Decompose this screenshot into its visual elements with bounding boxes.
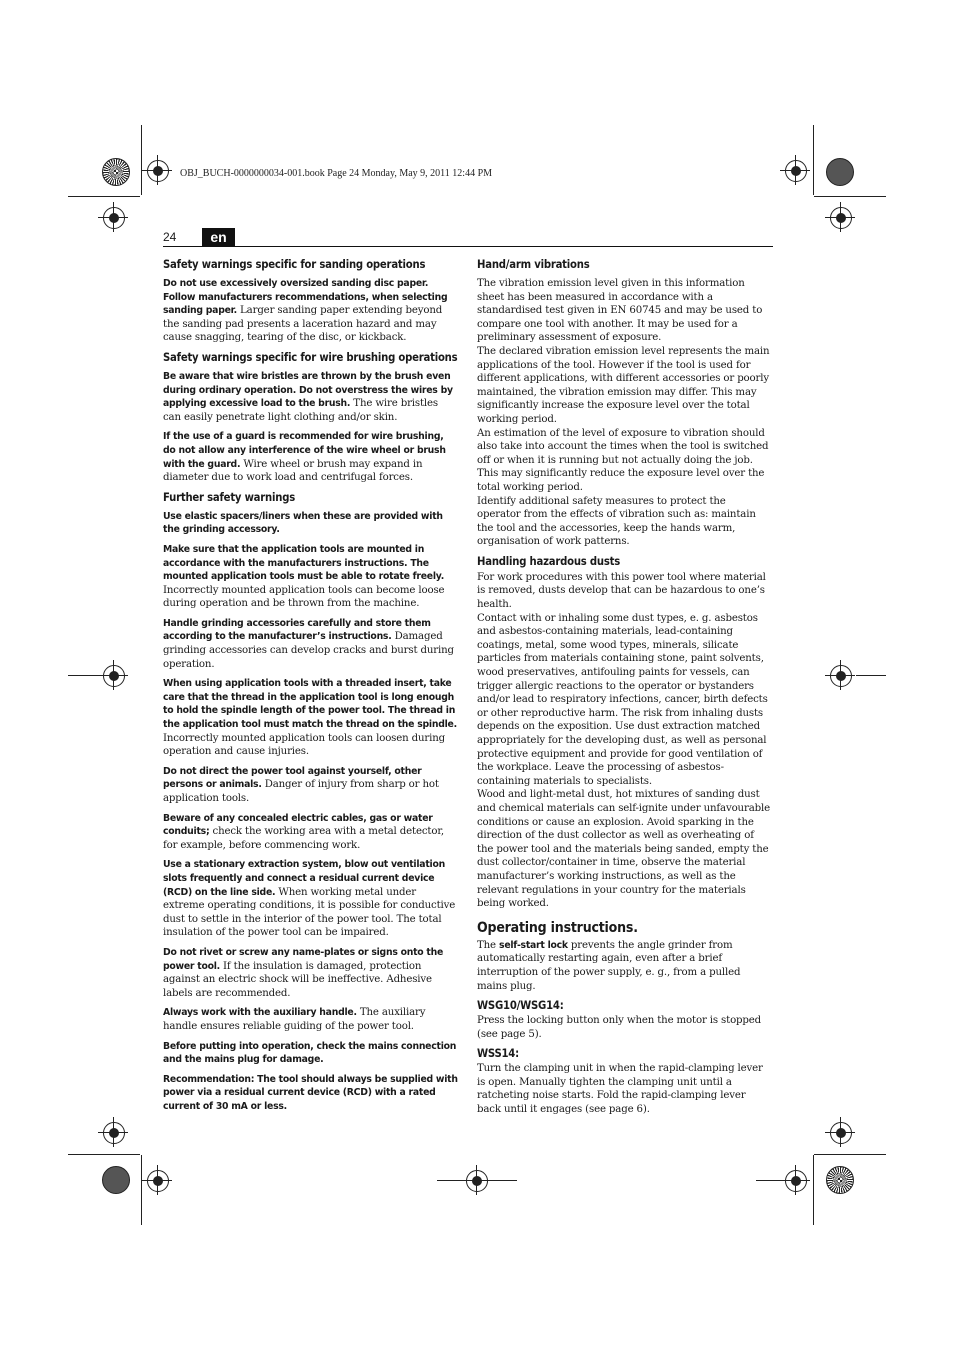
registration-target-icon (830, 207, 852, 229)
paragraph: Turn the clamping unit in when the rapid-clamping lever is open. Manually tighten the clamping unit until a ratcheting noise starts. Fold the rapid-clamping lever back until it engages (see page 6). (477, 1063, 763, 1116)
paragraph: Before putting into operation, check the mains connection and the mains plug for damage. (163, 1040, 457, 1066)
paragraph: Wood and light-metal dust, hot mixtures of sanding dust and chemical materials can self-ignite under unfavourable conditions or cause an explosion. Avoid sparking in the direction of the dust collector as well as overheating of the power tool and the materials being sanded, empty the dust collector/container in time, observe the material manufacturer’s working instructions, as well as the relevant regulations in your country for the materials being worked. (477, 789, 770, 910)
paragraph: The self-start lock prevents the angle grinder from automatically restarting again, even after a brief interruption of the power supply, e. g., from a pulled mains plug. (477, 939, 741, 992)
paragraph: Do not direct the power tool against yourself, other persons or animals. Danger of injury from sharp or hot application tools. (163, 765, 439, 804)
paragraph: The vibration emission level given in this information sheet has been measured in accordance with a standardised test given in EN 60745 and may be used to compare one tool with another. It may be used for a preliminary assessment of exposure. (477, 278, 763, 344)
registration-target-icon (103, 207, 125, 229)
heading-sanding: Safety warnings specific for sanding operations (163, 258, 426, 271)
paragraph: Always work with the auxiliary handle. The auxiliary handle ensures reliable guiding of the power tool. (163, 1007, 426, 1032)
registration-target-icon (103, 665, 125, 687)
heading-wsg10-wsg14: WSG10/WSG14: (477, 999, 564, 1013)
paragraph: Beware of any concealed electric cables, gas or water conduits; check the working area with a metal detector, for example, before commencing work. (163, 812, 445, 851)
heading-vibrations: Hand/arm vibrations (477, 258, 590, 271)
heading-further-warnings: Further safety warnings (163, 490, 296, 504)
paragraph: The declared vibration emission level represents the main applications of the tool. However if the tool is used for different applications, with different accessories or poorly maintained, the vibration emission may differ. This may significantly increase the exposure level over the total working period. (477, 345, 770, 425)
registration-target-icon (466, 1170, 488, 1192)
paragraph: Do not rivet or screw any name-plates or signs onto the power tool. If the insulation is damaged, protection against an electric shock will be ineffective. Adhesive labels are recommended. (163, 946, 444, 999)
paragraph: Make sure that the application tools are mounted in accordance with the manufacturers instructions. The mounted application tools must be able to rotate freely. Incorrectly mounted application tools can become loose during operation and be thrown from the machine. (163, 543, 445, 610)
paragraph: Use a stationary extraction system, blow out ventilation slots frequently and connect a residual current device (RCD) on the line side. When working metal under extreme operating conditions, it is possible for conductive dust to settle in the interior of the power tool. The total insulation of the power tool can be impaired. (163, 859, 456, 939)
paragraph: Be aware that wire bristles are thrown by the brush even during ordinary operation. Do not overstress the wires by applying excessive load to the brush. The wire bristles can easily penetrate light clothing and/or skin. (163, 370, 453, 423)
registration-star-icon (102, 158, 130, 186)
paragraph: Identify additional safety measures to protect the operator from the effects of vibration such as: maintain the tool and the accessories, keep the hands warm, organisation of work patterns. (477, 495, 756, 548)
registration-target-icon (785, 1170, 807, 1192)
paragraph: Handle grinding accessories carefully and store them according to the manufacturer’s instructions. Damaged grinding accessories can develop cracks and burst during operation. (163, 617, 454, 670)
paragraph: If the use of a guard is recommended for wire brushing, do not allow any interference of the wire wheel or brush with the guard. Wire wheel or brush may expand in diameter due to work load and centrifugal forces. (163, 431, 446, 484)
registration-target-icon (147, 160, 169, 182)
paragraph: Recommendation: The tool should always be supplied with power via a residual current device (RCD) with a rated current of 30 mA or less. (163, 1073, 458, 1112)
page-number: 24 (163, 230, 177, 244)
heading-wss14: WSS14: (477, 1047, 519, 1061)
left-column (163, 258, 458, 1119)
language-badge: en (202, 228, 235, 246)
heading-operating-instructions: Operating instructions. (477, 919, 638, 936)
paragraph: Do not use excessively oversized sanding disc paper. Follow manufacturers recommendations, when selecting sanding paper. Larger sanding paper extending beyond the sanding pad presents a laceration hazard and may cause snagging, tearing of the disc, or kickback. (163, 278, 448, 344)
paragraph: For work procedures with this power tool where material is removed, dusts develop that can be hazardous to one’s health. (477, 571, 766, 611)
registration-target-icon (147, 1170, 169, 1192)
registration-star-icon (102, 1166, 130, 1194)
header-rule (163, 246, 773, 247)
right-column (477, 258, 772, 1123)
registration-target-icon (785, 160, 807, 182)
registration-target-icon (103, 1122, 125, 1144)
registration-star-icon (826, 158, 854, 186)
paragraph: Contact with or inhaling some dust types, e. g. asbestos and asbestos-containing materials, lead-containing coatings, metal, some wood types, minerals, silicate particles from materials containing stone, paint solvents, wood preservatives, antifouling paints for vessels, can trigger allergic reactions to the operator or bystanders and/or lead to respiratory infections, cancer, birth defects or other reproductive harm. The risk from inhaling dusts depends on the exposition. Use dust extraction matched appropriately for the developing dust, as well as personal protective equipment and provide for good ventilation of the workplace. Leave the processing of asbestos-containing materials to specialists. (477, 612, 768, 787)
registration-star-icon (826, 1166, 854, 1194)
heading-wire-brushing: Safety warnings specific for wire brushing operations (163, 350, 458, 364)
registration-target-icon (830, 665, 852, 687)
paragraph: Press the locking button only when the motor is stopped (see page 5). (477, 1015, 762, 1040)
paragraph: Use elastic spacers/liners when these are provided with the grinding accessory. (163, 510, 443, 536)
paragraph: When using application tools with a threaded insert, take care that the thread in the application tool is long enough to hold the spindle length of the power tool. The thread in the application tool must match the thread on the spindle. Incorrectly mounted application tools can loosen during operation and cause injuries. (163, 678, 457, 758)
heading-hazardous-dusts: Handling hazardous dusts (477, 554, 621, 568)
paragraph: An estimation of the level of exposure to vibration should also take into account the times when the tool is switched off or when it is running but not actually doing the job. This may significantly reduce the exposure level over the total working period. (477, 427, 769, 493)
print-header: OBJ_BUCH-0000000034-001.book Page 24 Monday, May 9, 2011 12:44 PM (180, 168, 493, 179)
registration-target-icon (830, 1122, 852, 1144)
